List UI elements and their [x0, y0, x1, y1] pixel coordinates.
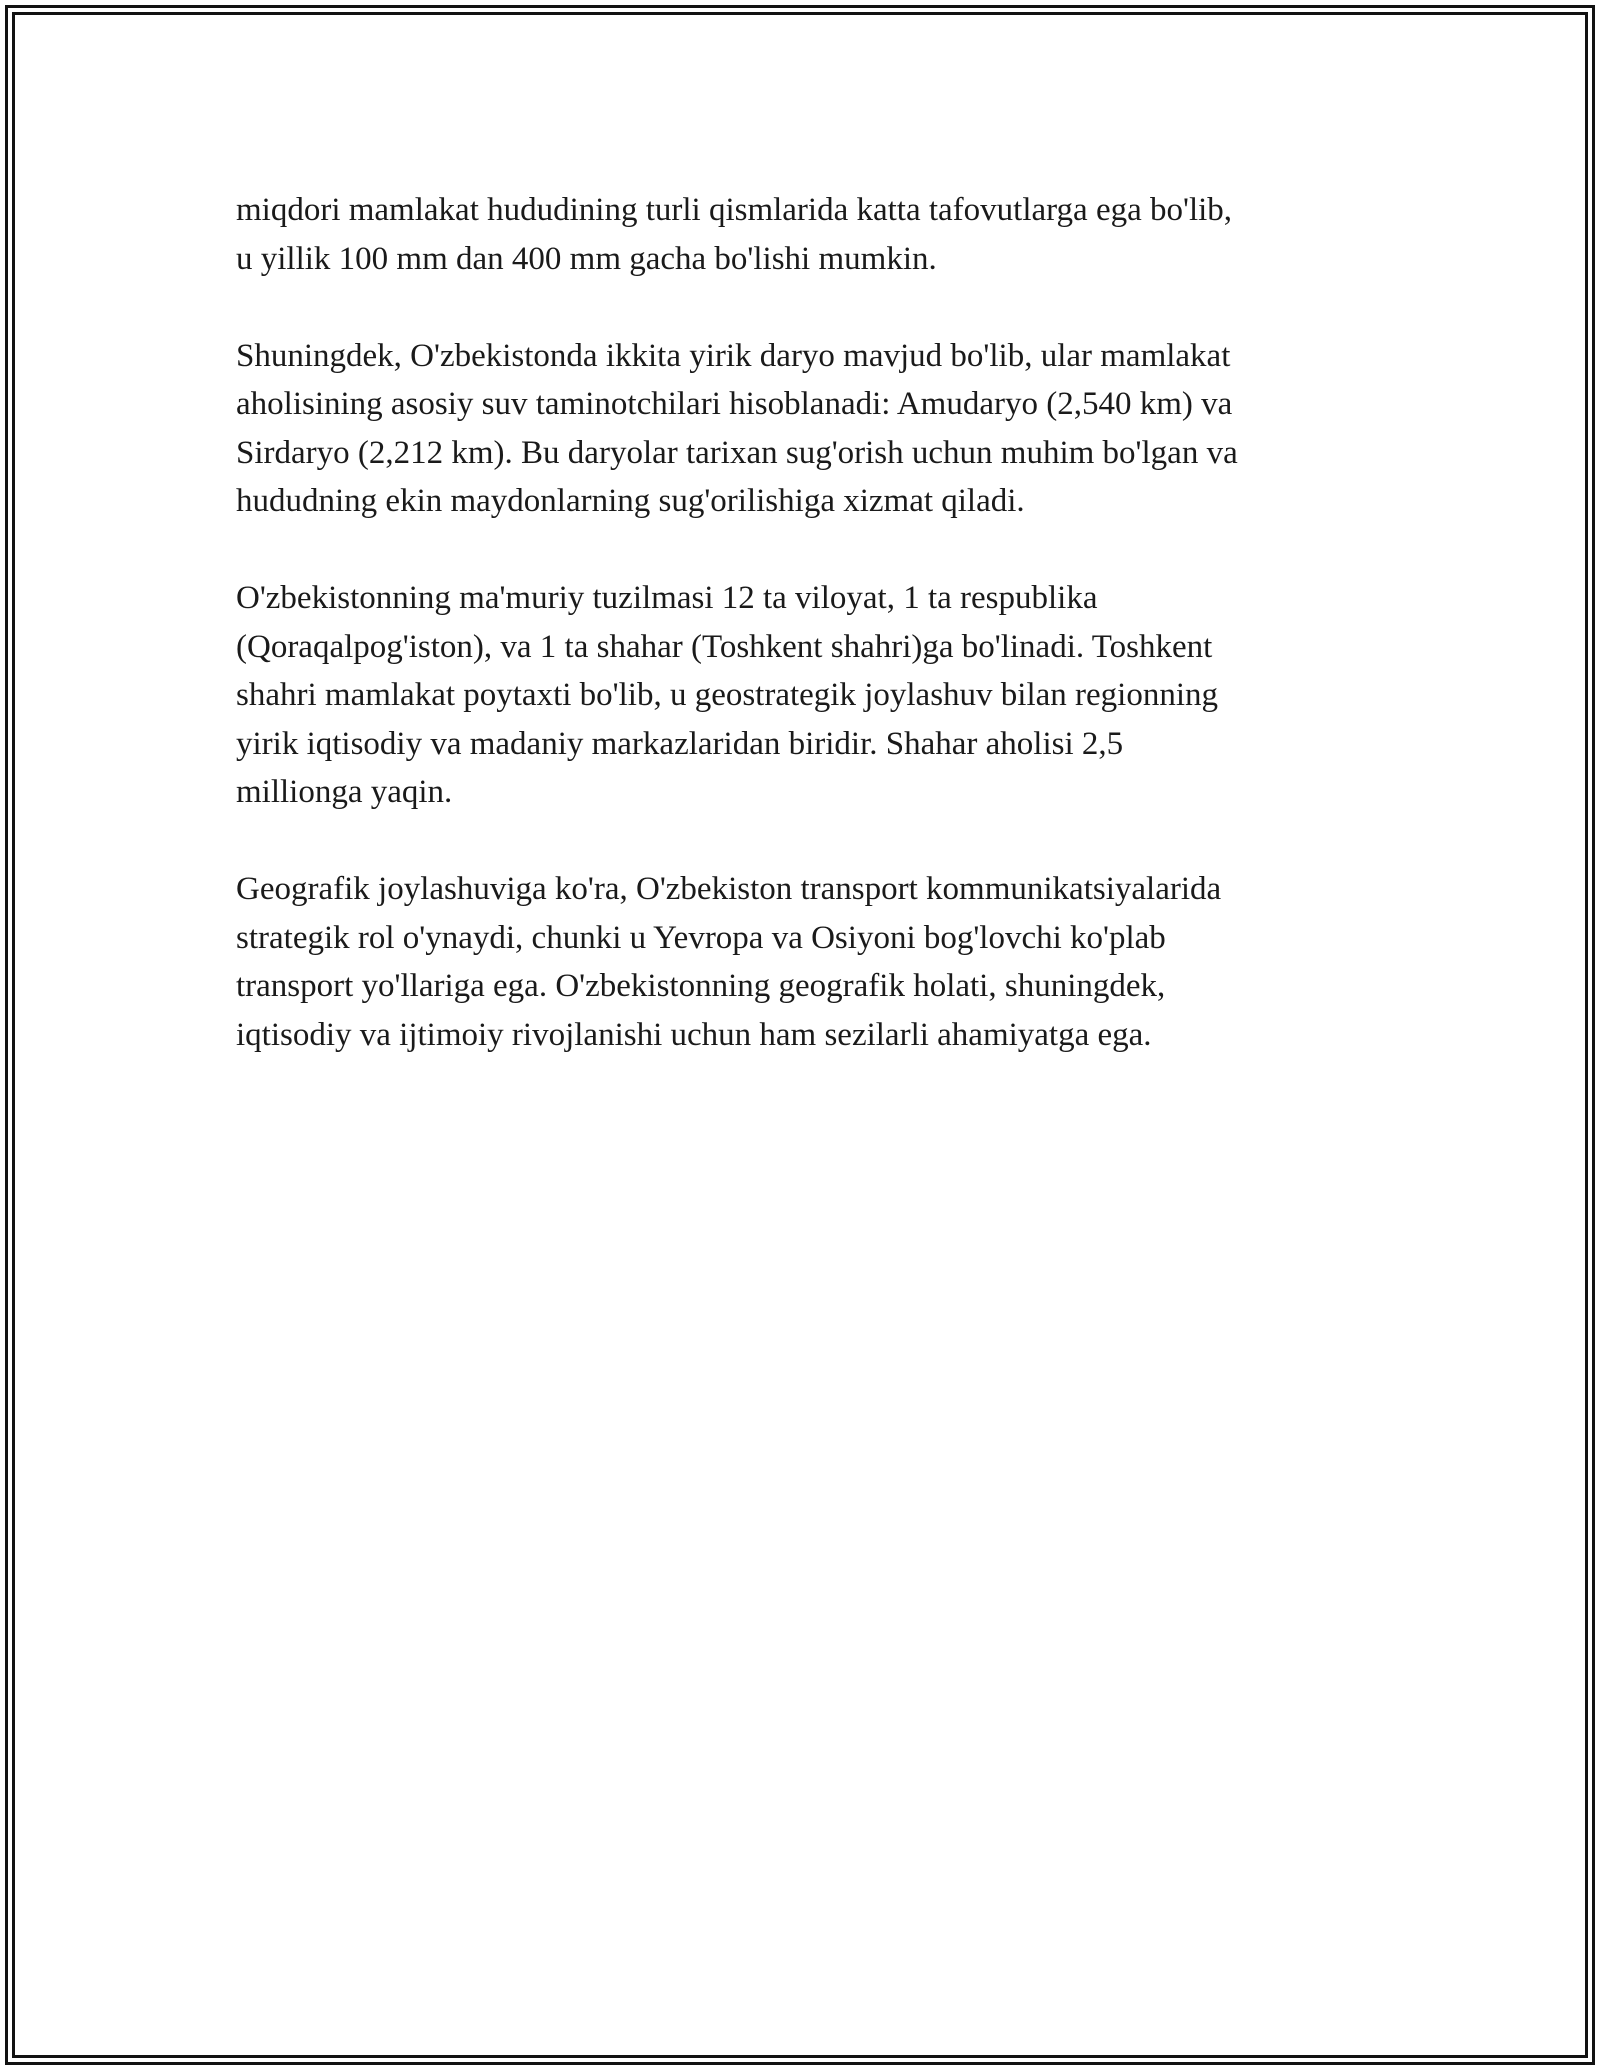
text-line: Sirdaryo (2,212 km). Bu daryolar tarixan sug'orish uchun muhim bo'lgan va: [236, 434, 1238, 471]
text-line: millionga yaqin.: [236, 774, 453, 810]
text-line: shahri mamlakat poytaxti bo'lib, u geostrategik joylashuv bilan regionning: [236, 677, 1219, 713]
text-line: Geografik joylashuviga ko'ra, O'zbekiston transport kommunikatsiyalarida: [236, 871, 1222, 907]
paragraph-precipitation: [236, 186, 1366, 283]
text-line: yirik iqtisodiy va madaniy markazlaridan biridir. Shahar aholisi 2,5: [236, 725, 1124, 762]
paragraph-transport: [236, 865, 1366, 1059]
paragraph-rivers: [236, 332, 1366, 526]
text-line: hududning ekin maydonlarning sug'orilishiga xizmat qiladi.: [236, 483, 1025, 519]
text-line: u yillik 100 mm dan 400 mm gacha bo'lishi mumkin.: [236, 240, 937, 277]
text-line: strategik rol o'ynaydi, chunki u Yevropa va Osiyoni bog'lovchi ko'plab: [236, 919, 1166, 956]
text-line: aholisining asosiy suv taminotchilari hisoblanadi: Amudaryo (2,540 km) va: [236, 386, 1233, 422]
text-line: transport yo'llariga ega. O'zbekistonning geografik holati, shuningdek,: [236, 968, 1166, 1004]
text-line: iqtisodiy va ijtimoiy rivojlanishi uchun ham sezilarli ahamiyatga ega.: [236, 1016, 1152, 1053]
text-line: miqdori mamlakat hududining turli qismlarida katta tafovutlarga ega bo'lib,: [236, 192, 1233, 228]
document-body: [236, 186, 1366, 1108]
paragraph-administration: [236, 574, 1366, 817]
text-line: Shuningdek, O'zbekistonda ikkita yirik daryo mavjud bo'lib, ular mamlakat: [236, 337, 1231, 374]
text-line: (Qoraqalpog'iston), va 1 ta shahar (Toshkent shahri)ga bo'linadi. Toshkent: [236, 628, 1213, 665]
text-line: O'zbekistonning ma'muriy tuzilmasi 12 ta viloyat, 1 ta respublika: [236, 580, 1098, 616]
